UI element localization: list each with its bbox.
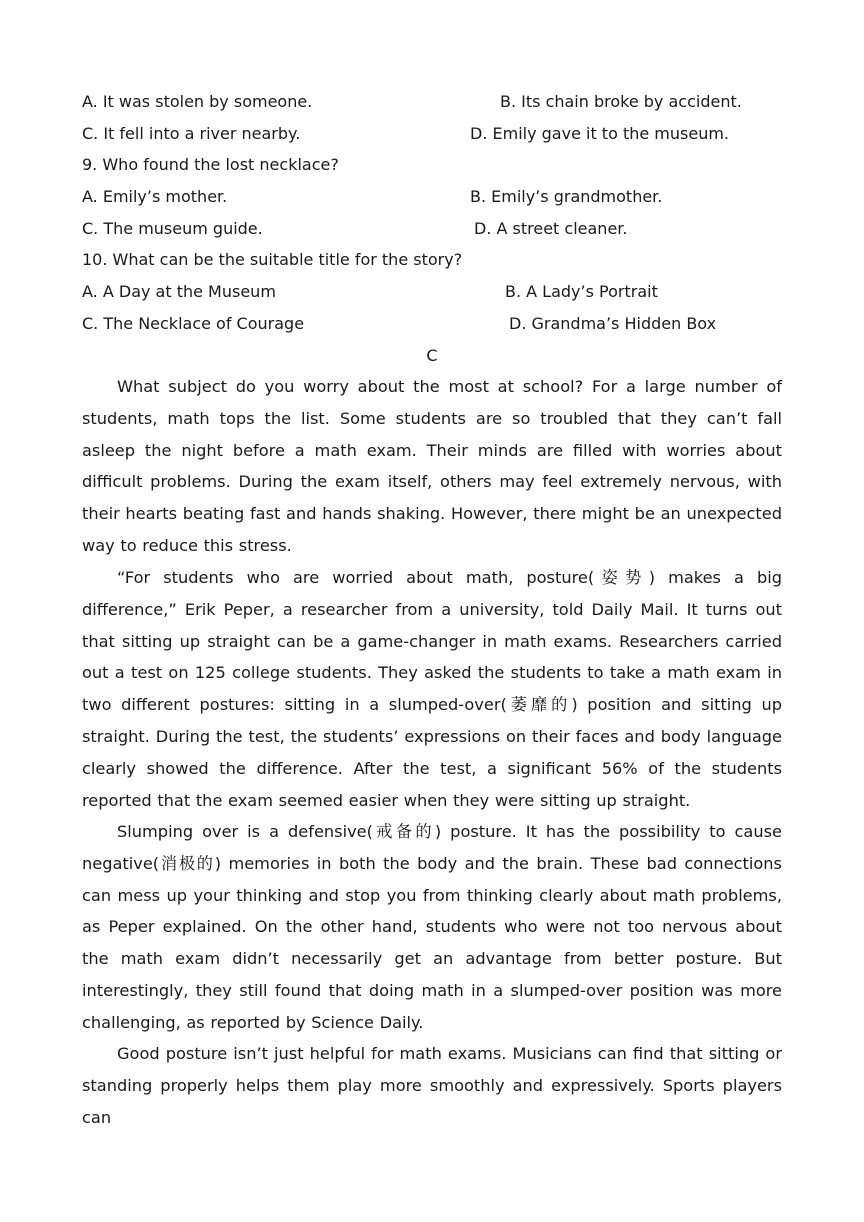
q9-option-c: C. The museum guide.: [82, 219, 263, 238]
passage-heading: C: [426, 346, 438, 365]
q8-option-c: C. It fell into a river nearby.: [82, 124, 301, 143]
q8-options-row-1: [82, 90, 782, 114]
q9-option-d: D. A street cleaner.: [474, 219, 628, 238]
q10-option-a: A. A Day at the Museum: [82, 282, 276, 301]
q8-options-row-2: [82, 122, 782, 146]
passage-paragraph-4: Good posture isn’t just helpful for math exams. Musicians can find that sitting or standing properly helps them play more smoothly and expressively. Sports players can: [82, 1044, 782, 1127]
q9-options-row-2: [82, 217, 782, 241]
q9-stem: 9. Who found the lost necklace?: [82, 155, 339, 174]
q9-options-row-1: [82, 185, 782, 209]
passage-paragraph-3: Slumping over is a defensive(戒备的) posture. It has the possibility to cause negative(消极的) memories in both the body and the brain. These bad connections can mess up your thinking and stop you from thinking clearly about math problems, as Peper explained. On the other hand, students who were not too nervous about the math exam didn’t necessarily get an advantage from better posture. But interestingly, they still found that doing math in a slumped-over position was more challenging, as reported by Science Daily.: [82, 822, 782, 1032]
q10-option-d: D. Grandma’s Hidden Box: [509, 314, 717, 333]
q10-stem: 10. What can be the suitable title for the story?: [82, 250, 463, 269]
q10-option-b: B. A Lady’s Portrait: [505, 282, 658, 301]
q8-option-a: A. It was stolen by someone.: [82, 92, 313, 111]
q9-option-b: B. Emily’s grandmother.: [470, 187, 663, 206]
passage-paragraph-2: “For students who are worried about math, posture(姿势) makes a big difference,” Erik Peper, a researcher from a university, told Daily Mail. It turns out that sitting up straight can be a game-changer in math exams. Researchers carried out a test on 125 college students. They asked the students to take a math exam in two different postures: sitting in a slumped-over(萎靡的) position and sitting up straight. During the test, the students’ expressions on their faces and body language clearly showed the difference. After the test, a significant 56% of the students reported that the exam seemed easier when they were sitting up straight.: [82, 568, 782, 810]
q10-options-row-1: [82, 280, 782, 304]
q8-option-d: D. Emily gave it to the museum.: [470, 124, 730, 143]
passage-paragraph-1: What subject do you worry about the most at school? For a large number of students, math tops the list. Some students are so troubled that they can’t fall asleep the night before a math exam. Their minds are filled with worries about difficult problems. During the exam itself, others may feel extremely nervous, with their hearts beating fast and hands shaking. However, there might be an unexpected way to reduce this stress.: [82, 377, 782, 555]
q10-option-c: C. The Necklace of Courage: [82, 314, 305, 333]
q9-option-a: A. Emily’s mother.: [82, 187, 228, 206]
q8-option-b: B. Its chain broke by accident.: [500, 92, 742, 111]
q10-options-row-2: [82, 312, 782, 336]
